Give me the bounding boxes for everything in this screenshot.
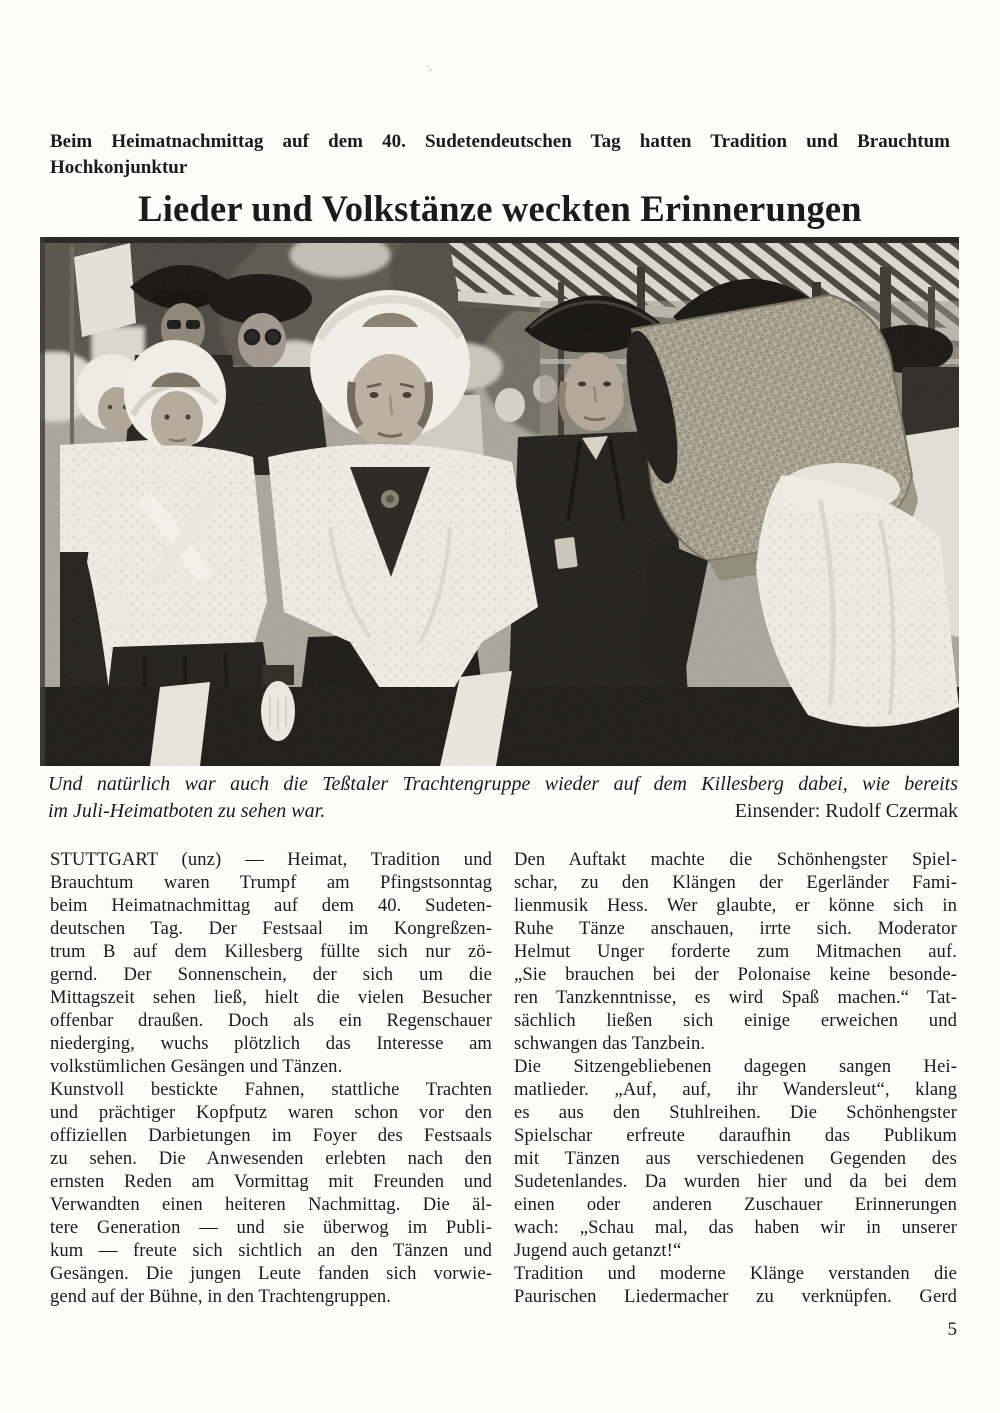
body-text-line: Tradition und moderne Klänge verstanden die bbox=[514, 1263, 957, 1284]
body-text-line: schar, zu den Klängen der Egerländer Fami- bbox=[514, 872, 957, 893]
body-text-line: Verwandten einen heiteren Nachmittag. Die äl- bbox=[50, 1194, 492, 1215]
photo-illustration bbox=[40, 237, 959, 766]
caption-line-2: im Juli-Heimatboten zu sehen war. bbox=[48, 799, 326, 822]
body-text-line: STUTTGART (unz) — Heimat, Tradition und bbox=[50, 849, 492, 870]
body-text-line: deutschen Tag. Der Festsaal im Kongreßzen- bbox=[50, 918, 492, 939]
body-text-line: gend auf der Bühne, in den Trachtengruppen. bbox=[50, 1286, 391, 1307]
body-text-line: Jugend auch getanzt!“ bbox=[514, 1240, 682, 1261]
body-text-line: trum B auf dem Killesberg füllte sich nur zö- bbox=[50, 941, 492, 962]
body-text-line: wach: „Schau mal, das haben wir in unserer bbox=[514, 1217, 957, 1238]
body-text-line: Die Sitzengebliebenen dagegen sangen Hei- bbox=[514, 1056, 957, 1077]
body-text-line: Paurischen Liedermacher zu verknüpfen. Gerd bbox=[514, 1286, 957, 1307]
body-text-line: volkstümlichen Gesängen und Tänzen. bbox=[50, 1056, 343, 1077]
kicker-line-1: Beim Heimatnachmittag auf dem 40. Sudetendeutschen Tag hatten Tradition und Brauchtum bbox=[50, 131, 950, 152]
scan-artifact: ·, bbox=[426, 62, 432, 73]
body-text-line: Mittagszeit sehen ließ, hielt die vielen Besucher bbox=[50, 987, 492, 1008]
photo-caption bbox=[48, 771, 958, 824]
kicker-line-2: Hochkonjunktur bbox=[50, 156, 188, 178]
body-text-line: beim Heimatnachmittag auf dem 40. Sudeten- bbox=[50, 895, 492, 916]
body-text-line: und prächtiger Kopfputz waren schon vor den bbox=[50, 1102, 492, 1123]
body-text-line: niederging, wuchs plötzlich das Interesse am bbox=[50, 1033, 492, 1054]
article-column-left bbox=[50, 848, 492, 1308]
body-text-line: Kunstvoll bestickte Fahnen, stattliche Trachten bbox=[50, 1079, 492, 1100]
body-text-line: Ruhe Tänze anschauen, irrte sich. Moderator bbox=[514, 918, 957, 939]
body-text-line: Sudetenlandes. Da wurden hier und da bei dem bbox=[514, 1171, 957, 1192]
body-text-line: ren Tanzkenntnisse, es wird Spaß machen.“ Tat- bbox=[514, 987, 957, 1008]
body-text-line: mit Tänzen aus verschiedenen Gegenden des bbox=[514, 1148, 957, 1169]
caption-line-1: Und natürlich war auch die Teßtaler Trachtengruppe wieder auf dem Killesberg dabei, wie bereits bbox=[48, 773, 958, 795]
body-text-line: schwangen das Tanzbein. bbox=[514, 1033, 706, 1054]
body-text-line: sächlich ließen sich einige erweichen und bbox=[514, 1010, 957, 1031]
photo-credit: Einsender: Rudolf Czermak bbox=[734, 799, 958, 822]
article-photo bbox=[40, 237, 959, 766]
body-text-line: kum — freute sich sichtlich an den Tänzen und bbox=[50, 1240, 492, 1261]
body-text-line: offenbar draußen. Doch als ein Regenschauer bbox=[50, 1010, 492, 1031]
body-text-line: einen oder anderen Zuschauer Erinnerungen bbox=[514, 1194, 957, 1215]
film-grain-overlay bbox=[40, 237, 959, 766]
body-text-line: gernd. Der Sonnenschein, der sich um die bbox=[50, 964, 492, 985]
body-text-line: Helmut Unger forderte zum Mitmachen auf. bbox=[514, 941, 957, 962]
body-text-line: Spielschar erfreute daraufhin das Publikum bbox=[514, 1125, 957, 1146]
body-text-line: zu sehen. Die Anwesenden erlebten nach den bbox=[50, 1148, 492, 1169]
body-text-line: matlieder. „Auf, auf, ihr Wandersleut“, klang bbox=[514, 1079, 957, 1100]
article-column-right bbox=[514, 848, 957, 1308]
headline: Lieder und Volkstänze weckten Erinnerungen bbox=[138, 188, 862, 229]
body-text-line: es aus den Stuhlreihen. Die Schönhengster bbox=[514, 1102, 957, 1123]
page-number: 5 bbox=[947, 1319, 957, 1340]
body-text-line: Brauchtum waren Trumpf am Pfingstsonntag bbox=[50, 872, 492, 893]
body-text-line: Gesängen. Die jungen Leute fanden sich vorwie- bbox=[50, 1263, 492, 1284]
body-text-line: tere Generation — und sie überwog im Publi- bbox=[50, 1217, 492, 1238]
body-text-line: „Sie brauchen bei der Polonaise keine besonde- bbox=[514, 964, 957, 985]
body-text-line: ernsten Reden am Vormittag mit Freunden und bbox=[50, 1171, 492, 1192]
body-text-line: lienmusik Hess. Wer glaubte, er könne sich in bbox=[514, 895, 957, 916]
body-text-line: offiziellen Darbietungen im Foyer des Festsaals bbox=[50, 1125, 492, 1146]
kicker bbox=[50, 129, 950, 180]
body-text-line: Den Auftakt machte die Schönhengster Spiel- bbox=[514, 849, 957, 870]
